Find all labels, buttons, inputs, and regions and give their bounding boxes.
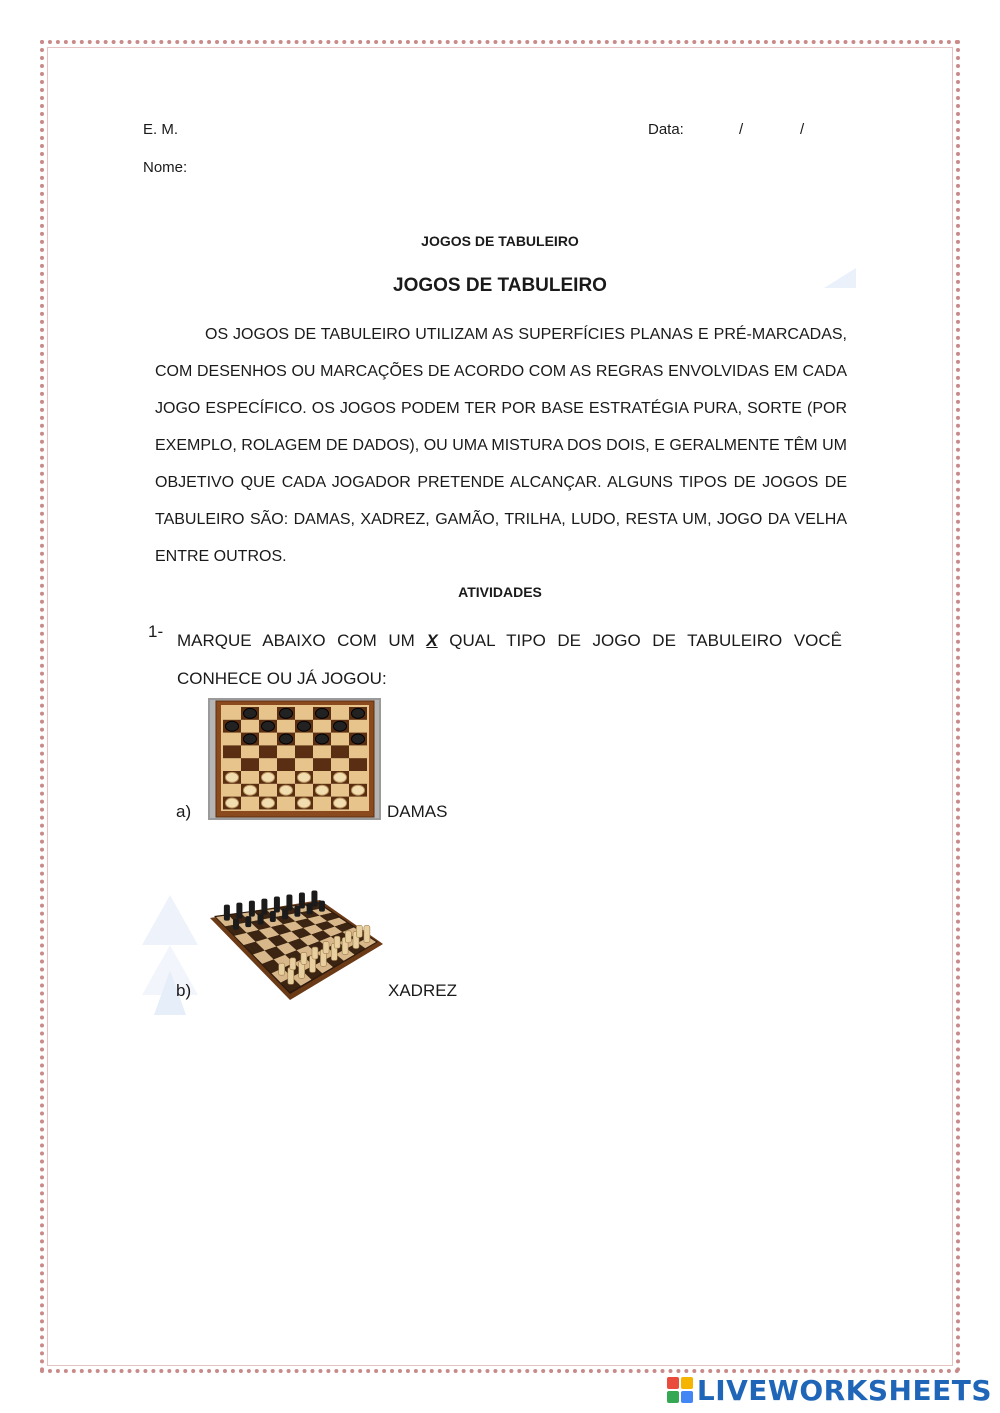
checker-piece (244, 785, 257, 795)
date-label: Data: (648, 121, 684, 138)
option-label-damas: DAMAS (387, 802, 448, 821)
chess-piece-black (249, 901, 255, 917)
checker-piece (298, 721, 311, 731)
checker-square (259, 745, 277, 758)
chess-piece-white (279, 963, 285, 975)
chess-piece-white (364, 926, 370, 943)
option-letter-b: b) (176, 981, 192, 1000)
page-title: JOGOS DE TABULEIRO (421, 233, 579, 249)
checker-piece (298, 798, 311, 808)
checkers-board-image (208, 698, 381, 820)
option-letter-a: a) (176, 802, 192, 821)
checker-piece (316, 734, 329, 744)
chess-piece-white (356, 925, 362, 937)
checker-piece (244, 708, 257, 718)
decorative-triangles-left (140, 895, 200, 1020)
checker-piece (352, 734, 365, 744)
checker-piece (334, 798, 347, 808)
checker-piece (280, 708, 293, 718)
question-mark-x: X (426, 631, 438, 650)
checker-piece (352, 708, 365, 718)
chess-piece-black (286, 895, 292, 911)
chess-piece-black (261, 899, 267, 915)
checker-square (349, 758, 367, 771)
checker-square (313, 758, 331, 771)
checker-square (331, 745, 349, 758)
question-text-start: MARQUE ABAIXO COM UM (177, 631, 427, 650)
checker-piece (226, 721, 239, 731)
checker-piece (334, 772, 347, 782)
chess-piece-white (345, 931, 351, 943)
checker-piece (262, 721, 275, 731)
question-text (177, 622, 842, 698)
chess-piece-black (299, 892, 305, 908)
name-label: Nome: (143, 159, 188, 176)
chess-piece-white (312, 947, 318, 959)
chess-piece-white (334, 936, 340, 948)
checker-square (241, 758, 259, 771)
checker-piece (316, 785, 329, 795)
chess-piece-black (236, 903, 242, 919)
intro-paragraph: OS JOGOS DE TABULEIRO UTILIZAM AS SUPERFÍCIES PLANAS E PRÉ-MARCADAS, COM DESENHOS OU MARCAÇÕES DE ACORDO COM AS REGRAS ENVOLVIDAS EM CADA JOGO ESPECÍFICO. OS JOGOS PODEM TER POR BASE ESTRATÉGIA PURA, SORTE (POR EXEMPLO, ROLAGEM DE DADOS), OU UMA MISTURA DOS DOIS, E GERALMENTE TÊM UM OBJETIVO QUE CADA JOGADOR PRETENDE ALCANÇAR. ALGUNS TIPOS DE JOGOS DE TABULEIRO SÃO: DAMAS, XADREZ, GAMÃO, TRILHA, LUDO, RESTA UM, JOGO DA VELHA ENTRE OUTROS. (155, 326, 847, 565)
chess-piece-black (224, 905, 230, 921)
chess-piece-black (319, 901, 325, 912)
chess-piece-white (301, 952, 307, 964)
date-separator: / (739, 121, 744, 138)
checker-piece (316, 708, 329, 718)
liveworksheets-logo (667, 1374, 992, 1407)
chess-piece-black (258, 914, 264, 925)
liveworksheets-logo-text: LIVEWORKSHEETS (696, 1374, 992, 1407)
date-separator: / (800, 121, 805, 138)
section-title: JOGOS DE TABULEIRO (393, 275, 607, 296)
checker-piece (280, 785, 293, 795)
chess-piece-black (245, 916, 251, 927)
question-number: 1- (148, 622, 164, 641)
chess-piece-black (270, 911, 276, 922)
checker-piece (226, 772, 239, 782)
checker-piece (262, 798, 275, 808)
checker-piece (280, 734, 293, 744)
activities-title: ATIVIDADES (458, 584, 542, 600)
checker-piece (244, 734, 257, 744)
checker-square (295, 745, 313, 758)
option-label-xadrez: XADREZ (388, 981, 457, 1000)
checker-piece (262, 772, 275, 782)
chess-piece-black (233, 919, 239, 930)
school-label: E. M. (143, 121, 179, 138)
chess-piece-white (290, 958, 296, 970)
liveworksheets-logo-icon (667, 1377, 693, 1405)
checker-square (277, 758, 295, 771)
question-text-end: QUAL TIPO DE JOGO DE TABULEIRO VOCÊ CONHECE OU JÁ JOGOU: (177, 631, 842, 688)
checker-piece (298, 772, 311, 782)
checker-square (223, 745, 241, 758)
chess-piece-white (323, 942, 329, 954)
chess-piece-black (274, 897, 280, 913)
checker-piece (352, 785, 365, 795)
chess-piece-black (311, 890, 317, 906)
checker-piece (334, 721, 347, 731)
checker-piece (226, 798, 239, 808)
chess-board-image (208, 878, 384, 1002)
